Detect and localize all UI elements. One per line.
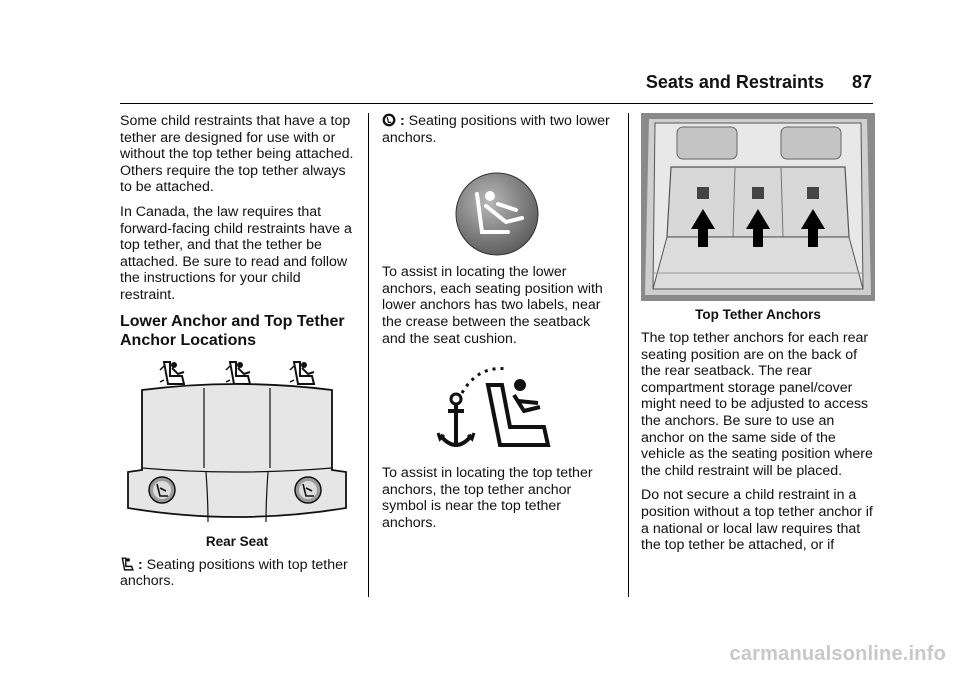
column-divider-1 <box>368 113 369 597</box>
top-tether-symbol-illustration <box>382 355 616 465</box>
tether-symbol-icon <box>120 557 134 571</box>
tether-note-text: Seating positions with top tether anchors. <box>120 556 348 590</box>
lower-note-text: Seating positions with two lower anchors. <box>382 113 610 146</box>
symbol-colon: : <box>137 556 143 573</box>
lower-anchor-label-illustration <box>382 154 616 264</box>
top-tether-paragraph: To assist in locating the top tether anchors, the top tether anchor symbol is near the top tether anchors. <box>382 465 593 531</box>
column-1 <box>120 113 354 598</box>
header-rule <box>120 103 873 104</box>
section-heading: Lower Anchor and Top Tether Anchor Locations <box>120 312 345 349</box>
column-divider-2 <box>628 113 629 597</box>
anchor-icon <box>438 394 474 445</box>
rear-seat-caption: Rear Seat <box>205 533 269 549</box>
top-tether-caption: Top Tether Anchors <box>695 307 821 322</box>
page-header <box>646 72 872 93</box>
tether-symbol-note <box>120 557 354 590</box>
tether-symbol-left-icon <box>160 362 184 384</box>
watermark: carmanualsonline.info <box>729 643 946 665</box>
section-title: Seats and Restraints <box>645 72 824 92</box>
lower-anchor-right-icon <box>295 477 321 503</box>
tether-symbol-right-icon <box>290 362 314 384</box>
tether-info-paragraph: Some child restraints that have a top tether are designed for use with or without the top tether being attached. Others require the top tether always to be attached. <box>120 113 354 196</box>
child-seat-icon <box>488 379 548 445</box>
symbol-colon: : <box>399 113 405 129</box>
lower-anchor-left-icon <box>149 477 175 503</box>
page-number: 87 <box>851 72 872 92</box>
lower-anchor-note <box>382 113 616 146</box>
lower-anchor-symbol-icon <box>382 113 396 127</box>
canada-law-paragraph: In Canada, the law requires that forward-facing child restraints have a top tether, and that the tether be attached. Be sure to read and follow the instructions for your child restraint. <box>120 203 352 303</box>
do-not-secure-paragraph: Do not secure a child restraint in a position without a top tether anchor if a national or local law requires that the top tether be attached, or if <box>641 487 873 554</box>
rear-seat-illustration <box>120 350 354 530</box>
cargo-area-photo <box>641 113 875 301</box>
column-3 <box>641 113 875 562</box>
tether-symbol-center-icon <box>226 362 250 384</box>
tether-location-paragraph: The top tether anchors for each rear seating position are on the back of the rear seatback. The rear compartment storage panel/cover might need to be adjusted to access the anchors. Be sure to use an anchor on the same side of the vehicle as the seating position where the child restraint will be placed. <box>641 330 873 479</box>
lower-anchor-paragraph: To assist in locating the lower anchors, each seating position with lower anchors has two labels, near the crease between the seatback and the seat cushion. <box>382 264 603 347</box>
column-2 <box>382 113 616 540</box>
